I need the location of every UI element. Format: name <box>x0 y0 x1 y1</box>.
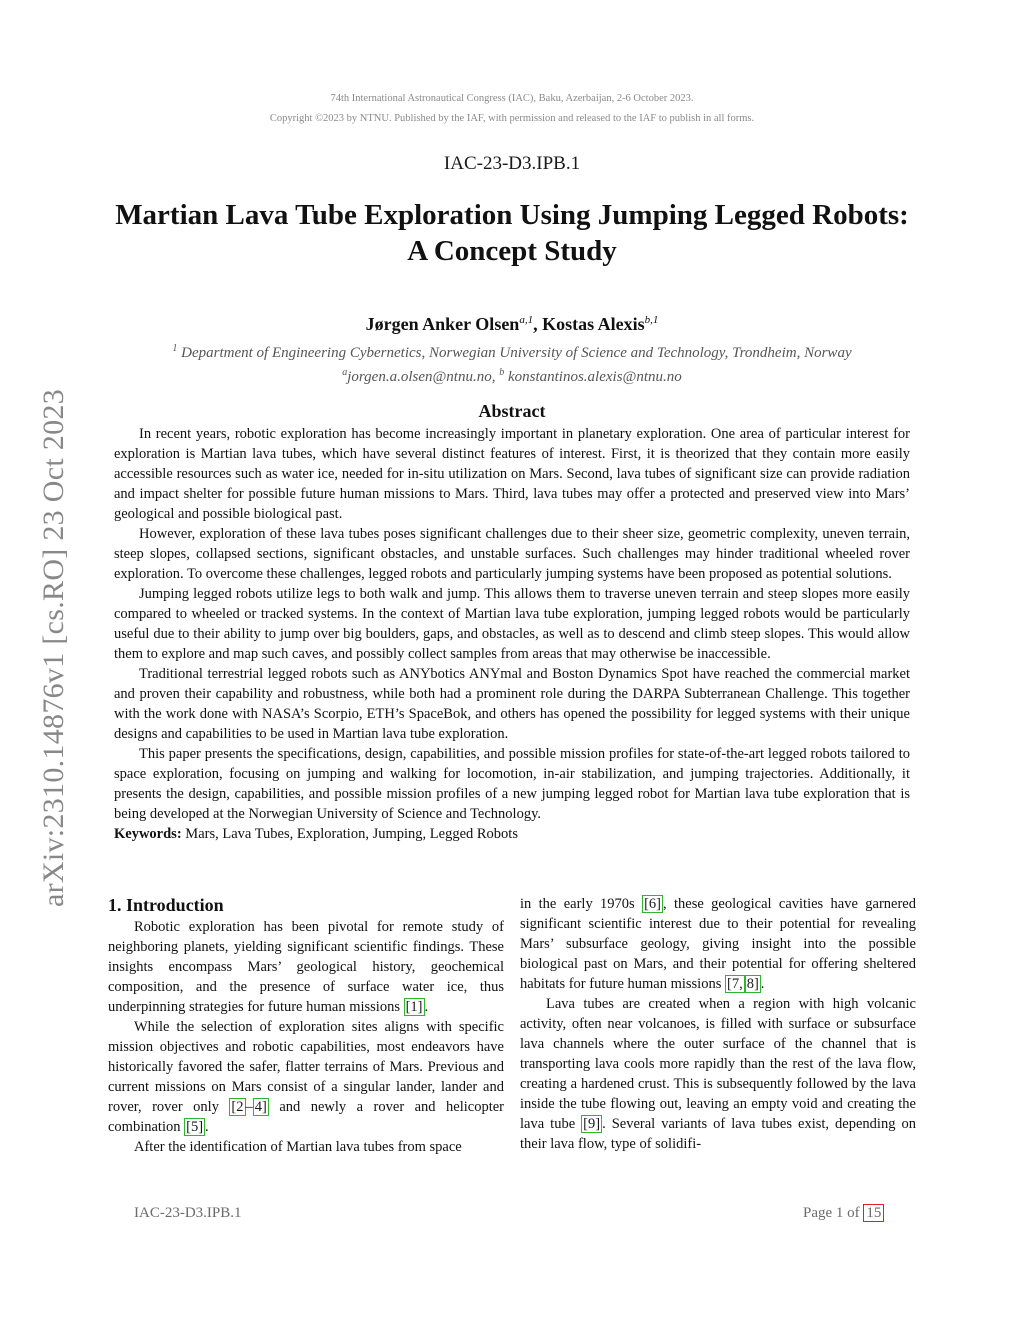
email-line <box>0 363 1024 387</box>
abstract-body <box>114 424 910 844</box>
abstract-paragraph-3: Jumping legged robots utilize legs to both walk and jump. This allows them to traverse uneven terrain and steep slopes more easily compared to wheeled or tracked systems. In the context of Martian lava tube exploration, jumping legged robots would be particularly useful due to their ability to jump over big boulders, gaps, and obstacles, as well as to descend and climb steep slopes. This would allow them to explore and map such caves, and possibly collect samples from areas that may otherwise be inaccessible. <box>114 586 910 662</box>
author-2-marker: b,1 <box>644 314 659 326</box>
abstract-paragraph-4: Traditional terrestrial legged robots such as ANYbotics ANYmal and Boston Dynamics Spot have reached the commercial market and proven their capability and robustness, while both had a prominent role during the DARPA Subterranean Challenge. This together with the work done with NASA’s Scorpio, ETH’s SpaceBok, and others has opened the possibility for legged systems with their unique designs and capabilities to be used in Martian lava tube exploration. <box>114 666 910 742</box>
affiliation-text: Department of Engineering Cybernetics, Norwegian University of Science and Technology, Trondheim, Norway <box>181 345 852 361</box>
paper-code: IAC-23-D3.IPB.1 <box>443 153 581 174</box>
keywords-text: Mars, Lava Tubes, Exploration, Jumping, Legged Robots <box>185 826 518 842</box>
intro-r2-text-2: . Several variants of lava tubes exist, depending on their lava flow, type of solidifi- <box>520 1116 916 1152</box>
abstract-heading: Abstract <box>478 401 546 421</box>
intro-paragraph-3: After the identification of Martian lava tubes from space <box>134 1139 462 1155</box>
abstract-paragraph-1: In recent years, robotic exploration has become increasingly important in planetary exploration. One area of particular interest for exploration is Martian lava tubes, which have several distinct features of interest. First, it is theorized that they contain more easily accessible resources such as water ice, needed for in-situ utilization on Mars. Second, lava tubes of significant size can provide radiation and impact shelter for possible future human missions to Mars. Third, lava tubes may offer a protected and preserved view into Mars’ geological and possible biological past. <box>114 426 910 522</box>
citation-8[interactable]: 8] <box>746 976 759 992</box>
email-a[interactable]: jorgen.a.olsen@ntnu.no, <box>347 369 496 385</box>
citation-6[interactable]: [6] <box>644 896 661 912</box>
footer-paper-code: IAC-23-D3.IPB.1 <box>134 1205 242 1221</box>
author-1: Jørgen Anker Olsen <box>365 314 520 334</box>
abstract-paragraph-5: This paper presents the specifications, design, capabilities, and possible mission profiles for state-of-the-art legged robots tailored to space exploration, focusing on jumping and walking for locomotion, in-air stabilization, and jumping trajectories. Additionally, it presents the design, capabilities, and possible mission profiles of a new jumping legged robot for Martian lava tube exploration that is being developed at the Norwegian University of Science and Technology. <box>114 746 910 822</box>
footer-page-number <box>803 1205 884 1222</box>
citation-7[interactable]: [7, <box>726 976 743 992</box>
citation-5[interactable]: [5] <box>186 1119 204 1135</box>
citation-dash: – <box>245 1099 253 1115</box>
email-b-marker: b <box>499 367 505 378</box>
intro-r1-text: in the early 1970s <box>520 896 643 912</box>
total-pages-link[interactable]: 15 <box>863 1204 884 1222</box>
paper-title <box>0 197 1024 269</box>
affiliation-block <box>0 339 1024 387</box>
email-b[interactable]: konstantinos.alexis@ntnu.no <box>507 369 682 385</box>
intro-r1-text-2: , these geological cavities have garnered significant scientific interest due to their potential for revealing Mars’ subsurface geology, giving insight into the possible biological past on Mars, and their potential for offering sheltered habitats for future human missions <box>520 896 916 992</box>
intro-paragraph-3-cont <box>520 894 916 994</box>
citation-1[interactable]: [1] <box>405 999 423 1015</box>
author-2: Kostas Alexis <box>542 314 645 334</box>
citation-9[interactable]: [9] <box>583 1116 601 1132</box>
author-1-marker: a,1 <box>519 314 534 326</box>
arxiv-identifier-text: arXiv:2310.14876v1 [cs.RO] 23 Oct 2023 <box>37 388 70 907</box>
footer-page-prefix: Page 1 of <box>803 1205 864 1221</box>
title-line-2: A Concept Study <box>407 235 617 267</box>
intro-p2-text: While the selection of exploration sites aligns with specific mission objectives and robotic capabilities, most endeavors have historically favored the safer, flatter terrains of Mars. Previous and current missions on Mars consist of a singular lander, lander and rover, rover only <box>108 1019 504 1115</box>
author-separator: , <box>533 314 543 334</box>
intro-paragraph-1 <box>108 917 504 1017</box>
conference-header: 74th International Astronautical Congress (IAC), Baku, Azerbaijan, 2-6 October 2023. <box>330 93 694 104</box>
intro-r1-end: . <box>760 976 765 992</box>
copyright-header: Copyright ©2023 by NTNU. Published by the IAF, with permission and released to the IAF to publish in all forms. <box>269 113 755 124</box>
author-list <box>0 314 1024 335</box>
abstract-paragraph-2: However, exploration of these lava tubes poses significant challenges due to their sheer size, geometric complexity, uneven terrain, steep slopes, collapsed sections, significant obstacles, and unstable surfaces. Such challenges may hinder traditional wheeled rover exploration. To overcome these challenges, legged robots and particularly jumping systems have been proposed as potential solutions. <box>114 526 910 582</box>
keywords-label: Keywords: <box>114 826 182 842</box>
citation-2[interactable]: [2 <box>231 1099 244 1115</box>
left-column <box>108 894 504 1157</box>
affiliation-marker: 1 <box>172 343 178 354</box>
intro-paragraph-2 <box>108 1017 504 1137</box>
email-a-marker: a <box>342 367 348 378</box>
citation-4[interactable]: 4] <box>254 1099 267 1115</box>
intro-paragraph-4 <box>520 994 916 1154</box>
intro-p1-text: Robotic exploration has been pivotal for remote study of neighboring planets, yielding significant scientific findings. These insights encompass Mars’ geological history, geochemical composition, and the presence of surface water ice, thus underpinning strategies for future human missions <box>108 919 504 1015</box>
intro-p2-end: . <box>205 1119 209 1135</box>
title-line-1: Martian Lava Tube Exploration Using Jumping Legged Robots: <box>115 199 909 231</box>
intro-p1-end: . <box>424 999 429 1015</box>
intro-p2-text-2: and newly a rover and helicopter combination <box>108 1099 504 1135</box>
right-column <box>520 894 916 1154</box>
intro-r2-text: Lava tubes are created when a region with high volcanic activity, often near volcanoes, is filled with surface or subsurface lava channels where the outer surface of the channel that is transporting lava cools more rapidly than the rest of the lava flow, creating a hardened crust. This is subsequently followed by the lava inside the tube flowing out, leaving an empty void and creating the lava tube <box>520 996 916 1132</box>
introduction-heading: 1. Introduction <box>108 895 224 915</box>
arxiv-identifier <box>26 355 82 940</box>
affiliation-line <box>0 339 1024 363</box>
keywords-line <box>114 824 910 844</box>
